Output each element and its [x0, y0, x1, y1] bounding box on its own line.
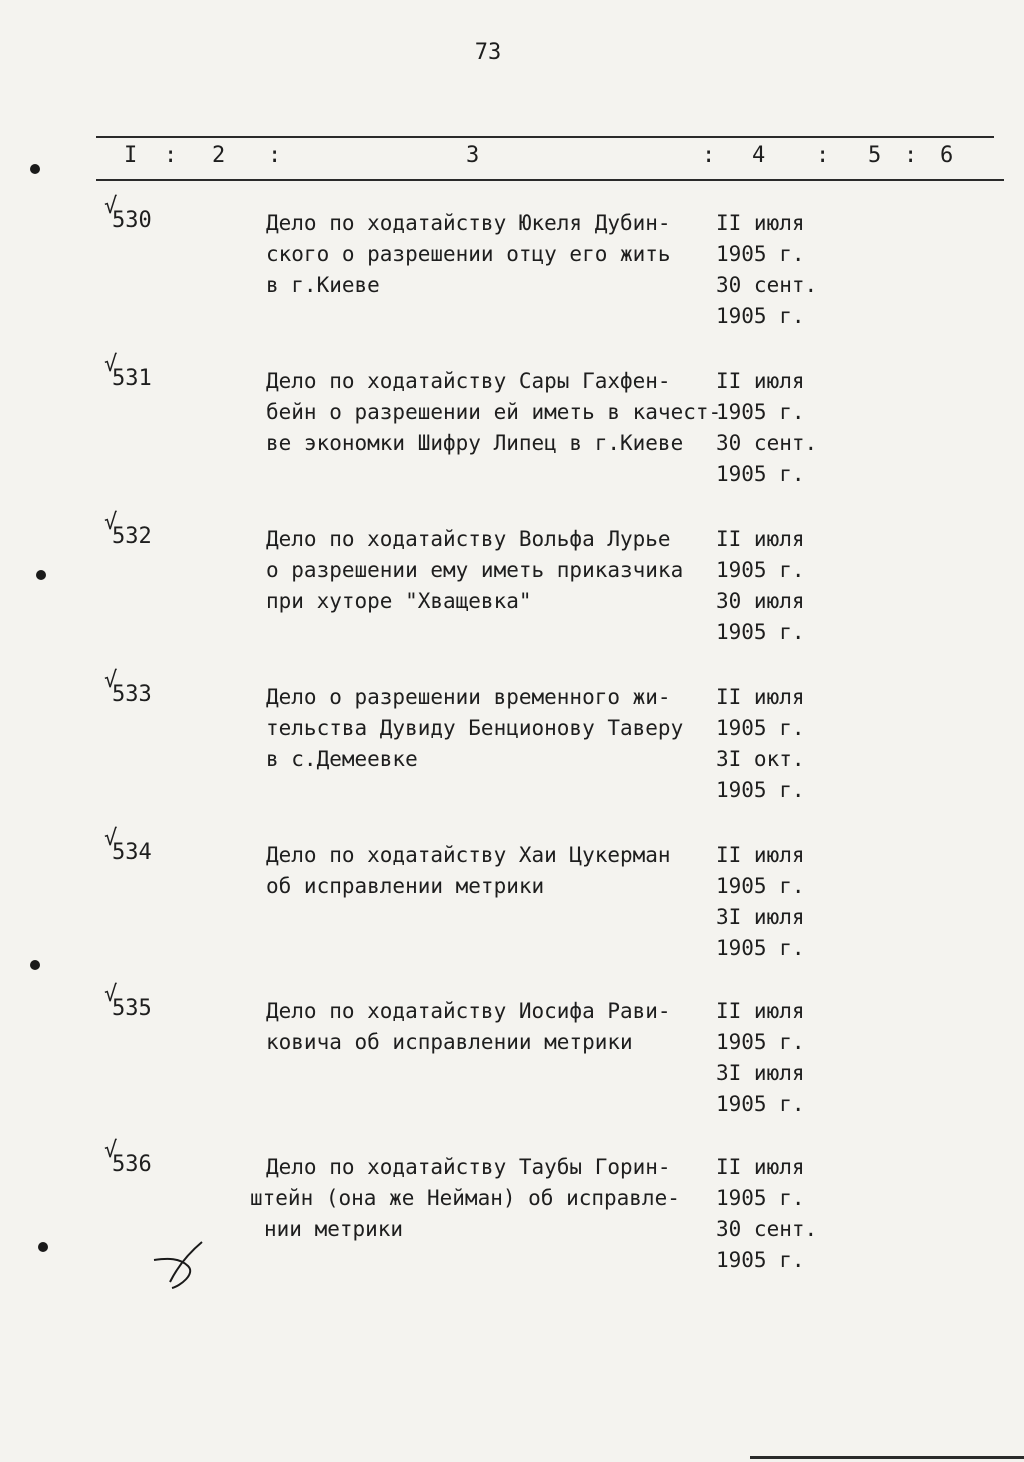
hole-punch	[30, 960, 40, 970]
entry-description: Дело о разрешении временного жи- тельства Дувиду Бенционову Таверу в с.Демеевке	[266, 685, 684, 771]
check-mark-icon: √	[104, 982, 118, 1007]
column-header-2: 2	[212, 143, 226, 168]
handwritten-cross-icon	[150, 1238, 210, 1290]
hole-punch	[38, 1242, 48, 1252]
column-separator: :	[816, 143, 830, 168]
header-bottom-rule	[96, 179, 1004, 181]
register-entry	[0, 510, 1024, 666]
column-separator: :	[268, 143, 282, 168]
entry-dates: II июля 1905 г. 30 сент. 1905 г.	[716, 1155, 818, 1272]
hole-punch	[30, 164, 40, 174]
column-header-1: I	[124, 143, 138, 168]
entry-number: √ 531	[104, 352, 152, 391]
entry-description: Дело по ходатайству Вольфа Лурье о разрешении ему иметь приказчика при хуторе "Хващевка"	[266, 527, 684, 613]
register-entry	[0, 826, 1024, 982]
check-mark-icon: √	[104, 826, 118, 851]
register-entry	[0, 668, 1024, 824]
hole-punch	[36, 570, 46, 580]
entry-dates: II июля 1905 г. 3I окт. 1905 г.	[716, 685, 805, 802]
entry-number: √ 535	[104, 982, 152, 1021]
entry-dates: II июля 1905 г. 3I июля 1905 г.	[716, 843, 805, 960]
entry-description: Дело по ходатайству Иосифа Рави- ковича об исправлении метрики	[266, 999, 671, 1054]
column-header-6: 6	[940, 143, 954, 168]
check-mark-icon: √	[104, 352, 118, 377]
column-separator: :	[904, 143, 918, 168]
register-entry	[0, 982, 1024, 1138]
entry-dates: II июля 1905 г. 30 сент. 1905 г.	[716, 369, 818, 486]
entry-dates: II июля 1905 г. 3I июля 1905 г.	[716, 999, 805, 1116]
entry-description: Дело по ходатайству Юкеля Дубин- ского о разрешении отцу его жить в г.Киеве	[266, 211, 671, 297]
entry-number: √ 534	[104, 826, 152, 865]
check-mark-icon: √	[104, 668, 118, 693]
column-separator: :	[702, 143, 716, 168]
column-separator: :	[164, 143, 178, 168]
column-header-5: 5	[868, 143, 882, 168]
check-mark-icon: √	[104, 194, 118, 219]
check-mark-icon: √	[104, 510, 118, 535]
entry-number: √ 530	[104, 194, 152, 233]
check-mark-icon: √	[104, 1138, 118, 1163]
entry-dates: II июля 1905 г. 30 сент. 1905 г.	[716, 211, 818, 328]
entry-number: √ 533	[104, 668, 152, 707]
entry-description: Дело по ходатайству Хаи Цукерман об исправлении метрики	[266, 843, 671, 898]
register-entry	[0, 194, 1024, 350]
column-header-4: 4	[752, 143, 766, 168]
header-top-rule	[96, 136, 994, 138]
entry-dates: II июля 1905 г. 30 июля 1905 г.	[716, 527, 805, 644]
footer-rule	[750, 1456, 1024, 1459]
column-header-3: 3	[466, 143, 480, 168]
page-number: 73	[474, 40, 502, 65]
entry-description: Дело по ходатайству Сары Гахфен- бейн о разрешении ей иметь в качест- ве экономки Шифру Липец в г.Киеве	[266, 369, 722, 455]
entry-number: √ 536	[104, 1138, 152, 1177]
entry-number: √ 532	[104, 510, 152, 549]
entry-description: Дело по ходатайству Таубы Горин- штейн (она же Нейман) об исправле- нии метрики	[250, 1155, 680, 1241]
register-entry	[0, 352, 1024, 508]
